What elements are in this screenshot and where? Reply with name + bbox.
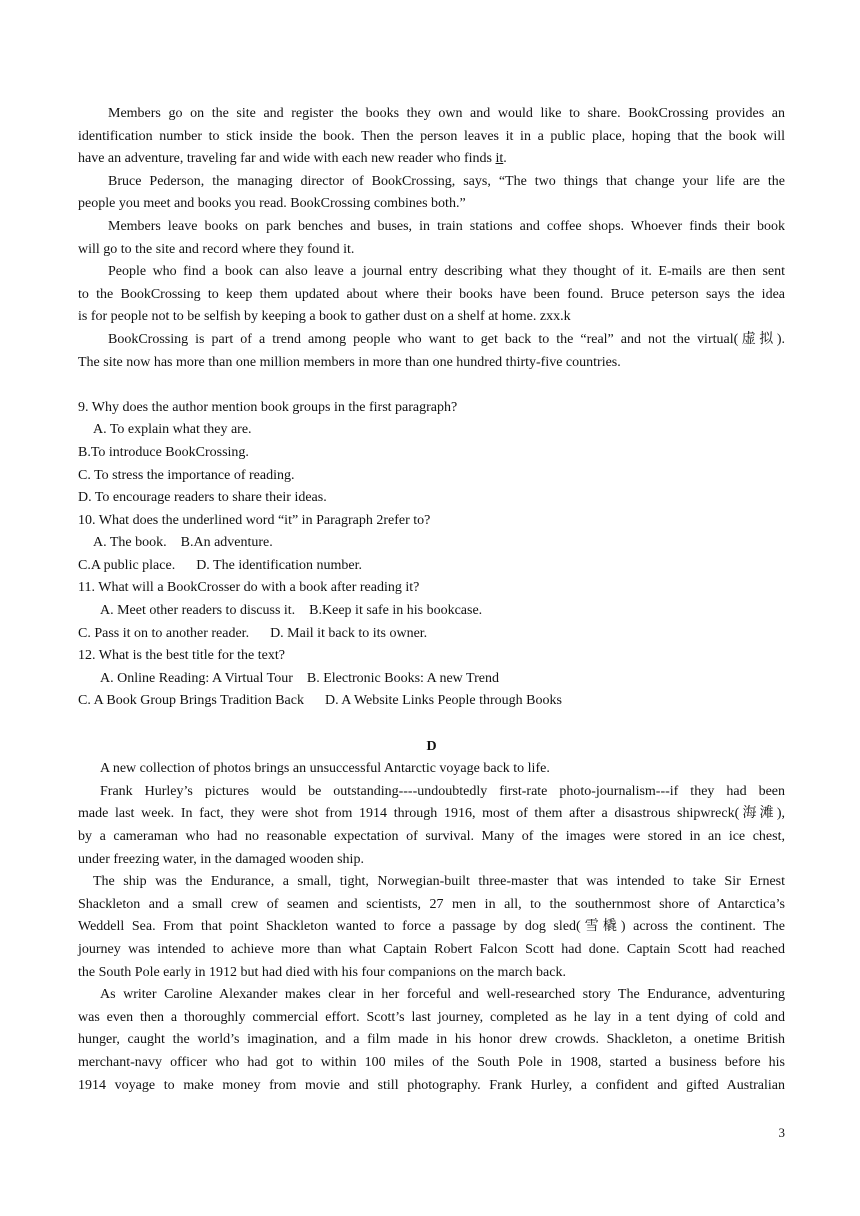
underlined-word: it — [495, 151, 504, 167]
text-line: by a cameraman who had no reasonable expectation of survival. Many of the images were stored in an ice chest, — [78, 829, 785, 844]
text-line: As writer Caroline Alexander makes clear in her forceful and well-researched story The Endurance, adventuring — [100, 987, 785, 1003]
options-a-b: A. Online Reading: A Virtual Tour B. Electronic Books: A new Trend — [100, 670, 499, 686]
text-fragment: have an adventure, traveling far and wide with each new reader who finds — [78, 151, 496, 167]
question-9 — [78, 397, 785, 510]
option-c: C. To stress the importance of reading. — [78, 467, 295, 483]
options-a-b: A. The book. B.An adventure. — [93, 535, 273, 551]
text-line: is for people not to be selfish by keeping a book to gather dust on a shelf at home. zxx.k — [78, 309, 571, 325]
question-stem: 11. What will a BookCrosser do with a book after reading it? — [78, 580, 420, 596]
text-line: under freezing water, in the damaged wooden ship. — [78, 851, 364, 867]
text-line: hunger, caught the world’s imagination, and a film made in his honor drew crowds. Shackleton, a onetime British — [78, 1032, 785, 1048]
options-c-d: C. Pass it on to another reader. D. Mail it back to its owner. — [78, 625, 428, 641]
question-stem: 10. What does the underlined word “it” in Paragraph 2refer to? — [78, 512, 431, 528]
section-heading: D — [426, 738, 437, 754]
passage-c-paragraph-5 — [78, 329, 785, 374]
blank-line — [78, 713, 785, 736]
text-line — [78, 148, 785, 171]
passage-c-paragraph-4 — [78, 261, 785, 329]
question-12 — [78, 645, 785, 713]
passage-d-paragraph-3 — [78, 871, 785, 984]
text-line: Bruce Pederson, the managing director of BookCrossing, says, “The two things that change your life are the — [108, 173, 785, 189]
text-line: identification number to stick inside the book. Then the person leaves it in a public place, hoping that the book will — [78, 128, 785, 144]
passage-d-paragraph-1: A new collection of photos brings an unsuccessful Antarctic voyage back to life. — [100, 761, 550, 777]
text-line: to the BookCrossing to keep them updated about where their books have been found. Bruce peterson says the idea — [78, 286, 785, 302]
question-stem: 9. Why does the author mention book groups in the first paragraph? — [78, 399, 458, 415]
text-line: Frank Hurley’s pictures would be outstanding----undoubtedly first-rate photo-journalism---if they had been — [100, 783, 785, 799]
text-line: Shackleton and a small crew of seamen and scientists, 27 men in all, to the southernmost shore of Antarctica’s — [78, 896, 785, 912]
blank-line — [78, 374, 785, 397]
passage-c-paragraph-3 — [78, 216, 785, 261]
text-line: The site now has more than one million members in more than one hundred thirty-five countries. — [78, 354, 621, 370]
text-line: made last week. In fact, they were shot from 1914 through 1916, most of them after a disastrous shipwreck(海滩), — [78, 806, 785, 822]
text-line: Members go on the site and register the books they own and would like to share. BookCrossing provides an — [108, 106, 785, 121]
text-line: journey was intended to achieve more than what Captain Robert Falcon Scott had done. Captain Scott had reached — [78, 941, 785, 957]
text-fragment: . — [503, 151, 507, 167]
text-line: people you meet and books you read. BookCrossing combines both.” — [78, 196, 466, 212]
options-a-b: A. Meet other readers to discuss it. B.Keep it safe in his bookcase. — [100, 603, 483, 619]
options-c-d: C.A public place. D. The identification number. — [78, 557, 362, 573]
passage-d-paragraph-2 — [78, 781, 785, 871]
text-line: the South Pole early in 1912 but had died with his four companions on the march back. — [78, 964, 566, 980]
text-line: was even then a thoroughly commercial effort. Scott’s last journey, completed as he lay in a tent dying of cold and — [78, 1009, 785, 1025]
options-c-d: C. A Book Group Brings Tradition Back D. A Website Links People through Books — [78, 693, 562, 709]
option-a: A. To explain what they are. — [93, 422, 252, 438]
passage-c-paragraph-2 — [78, 171, 785, 216]
document-page — [78, 103, 785, 1097]
question-10 — [78, 510, 785, 578]
question-stem: 12. What is the best title for the text? — [78, 648, 285, 664]
option-b: B.To introduce BookCrossing. — [78, 444, 249, 460]
option-d: D. To encourage readers to share their ideas. — [78, 490, 327, 506]
passage-d-paragraph-4 — [78, 984, 785, 1097]
text-line: will go to the site and record where they found it. — [78, 241, 355, 257]
text-line: BookCrossing is part of a trend among people who want to get back to the “real” and not the virtual(虚拟). — [108, 331, 785, 347]
page-number: 3 — [778, 1125, 785, 1140]
question-11 — [78, 577, 785, 645]
passage-c-paragraph-1 — [78, 103, 785, 171]
text-line: 1914 voyage to make money from movie and still photography. Frank Hurley, a confident and gifted Australian — [78, 1077, 785, 1093]
text-line: Weddell Sea. From that point Shackleton wanted to force a passage by dog sled(雪橇) across the continent. The — [78, 919, 785, 935]
text-line: The ship was the Endurance, a small, tight, Norwegian-built three-master that was intended to take Sir Ernest — [93, 874, 785, 890]
text-line: People who find a book can also leave a journal entry describing what they thought of it. E-mails are then sent — [108, 264, 785, 280]
text-line: Members leave books on park benches and buses, in train stations and coffee shops. Whoever finds their book — [108, 218, 785, 234]
text-line: merchant-navy officer who had got to within 100 miles of the South Pole in 1908, started a business before his — [78, 1054, 785, 1070]
